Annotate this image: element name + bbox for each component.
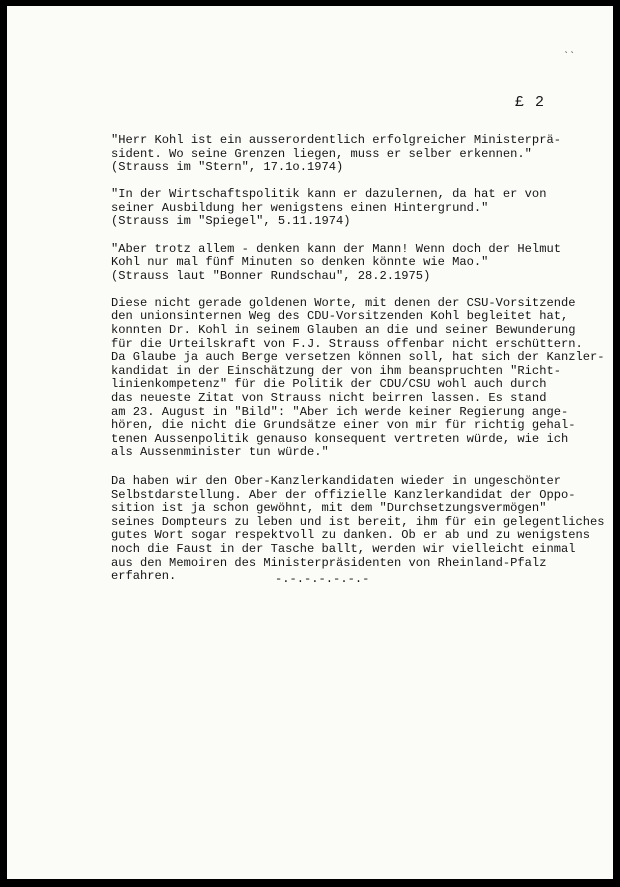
- quote-block: [111, 134, 611, 175]
- text-line: Da Glaube ja auch Berge versetzen können soll, hat sich der Kanzler-: [111, 350, 605, 365]
- page-number: £ 2: [515, 94, 546, 111]
- text-line: aus den Memoiren des Ministerpräsidenten von Rheinland-Pfalz: [111, 555, 547, 570]
- text-line: gutes Wort sogar respektvoll zu danken. Ob er ab und zu wenigstens: [111, 528, 590, 543]
- text-line: kandidat in der Einschätzung der von ihm beanspruchten "Richt-: [111, 363, 561, 378]
- text-line: für die Urteilskraft von F.J. Strauss offenbar nicht erschüttern.: [111, 336, 583, 351]
- text-line: seiner Ausbildung her wenigstens einen Hintergrund.": [111, 200, 489, 215]
- quote-block: [111, 188, 611, 229]
- corner-mark: ˎˎ: [563, 44, 576, 55]
- text-line: Kohl nur mal fünf Minuten so denken könnte wie Mao.": [111, 255, 489, 270]
- text-line: als Aussenminister tun würde.": [111, 445, 329, 460]
- text-line: sition ist ja schon gewöhnt, mit dem "Durchsetzungsvermögen": [111, 501, 547, 516]
- text-line: konnten Dr. Kohl in seinem Glauben an die und seiner Bewunderung: [111, 323, 576, 338]
- text-line: Diese nicht gerade goldenen Worte, mit denen der CSU-Vorsitzende: [111, 295, 576, 310]
- text-line: "Herr Kohl ist ein ausserordentlich erfolgreicher Ministerprä-: [111, 133, 561, 147]
- text-line: Da haben wir den Ober-Kanzlerkandidaten wieder in ungeschönter: [111, 473, 561, 488]
- text-line: den unionsinternen Weg des CDU-Vorsitzenden Kohl begleitet hat,: [111, 309, 569, 324]
- text-line: tenen Aussenpolitik genauso konsequent vertreten würde, wie ich: [111, 431, 569, 446]
- paragraph: [111, 297, 611, 460]
- text-line: seines Dompteurs zu leben und ist bereit, ihm für ein gelegentliches: [111, 514, 605, 529]
- quote-block: [111, 243, 611, 284]
- text-line: (Strauss laut "Bonner Rundschau", 28.2.1975): [111, 268, 431, 283]
- text-line: Selbstdarstellung. Aber der offizielle Kanzlerkandidat der Oppo-: [111, 487, 576, 502]
- text-line: erfahren.: [111, 569, 177, 584]
- text-line: sident. Wo seine Grenzen liegen, muss er selber erkennen.": [111, 146, 532, 161]
- section-divider: -.-.-.-.-.-.-: [275, 572, 370, 586]
- text-line: "Aber trotz allem - denken kann der Mann! Wenn doch der Helmut: [111, 241, 561, 256]
- text-line: (Strauss im "Stern", 17.1o.1974): [111, 160, 344, 175]
- document-body: [111, 134, 611, 599]
- text-line: noch die Faust in der Tasche ballt, werden wir vielleicht einmal: [111, 541, 576, 556]
- text-line: "In der Wirtschaftspolitik kann er dazulernen, da hat er von: [111, 187, 547, 202]
- text-line: (Strauss im "Spiegel", 5.11.1974): [111, 214, 351, 229]
- text-line: hören, die nicht die Grundsätze einer von mir für richtig gehal-: [111, 418, 576, 433]
- text-line: am 23. August in "Bild": "Aber ich werde keiner Regierung ange-: [111, 404, 569, 419]
- document-page: [7, 6, 613, 879]
- text-line: das neueste Zitat von Strauss nicht beirren lassen. Es stand: [111, 391, 547, 405]
- text-line: linienkompetenz" für die Politik der CDU/CSU wohl auch durch: [111, 377, 547, 392]
- paragraph: [111, 475, 611, 584]
